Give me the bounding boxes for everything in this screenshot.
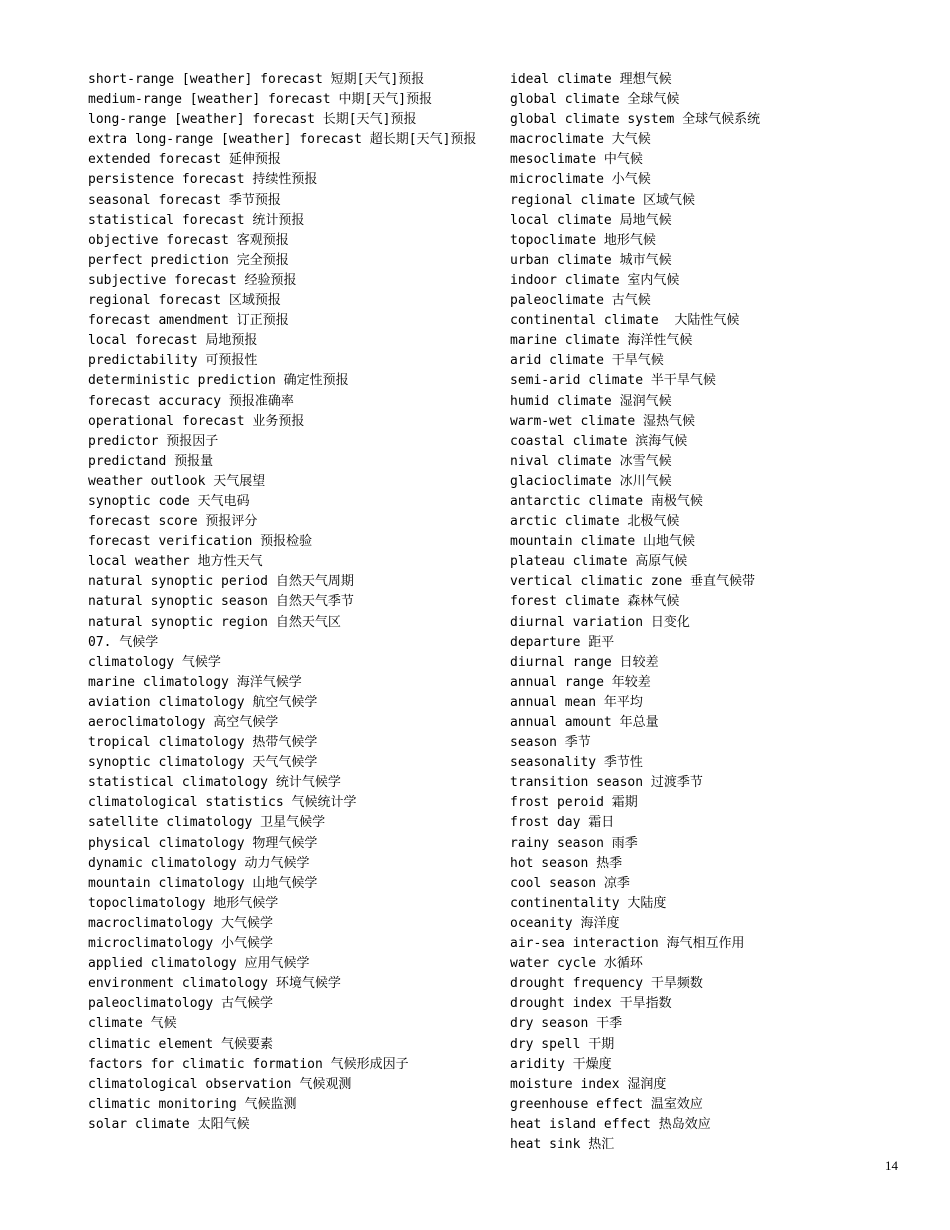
glossary-entry: continental climate 大陆性气候 xyxy=(510,313,740,329)
glossary-entry: cool season 凉季 xyxy=(510,875,630,891)
glossary-entry: dry spell 干期 xyxy=(510,1036,615,1052)
glossary-entry: seasonality 季节性 xyxy=(510,755,643,771)
glossary-entry: perfect prediction 完全预报 xyxy=(88,252,289,268)
glossary-entry: hot season 热季 xyxy=(510,855,623,871)
glossary-entry: subjective forecast 经验预报 xyxy=(88,272,297,288)
glossary-entry: marine climate 海洋性气候 xyxy=(510,333,693,349)
glossary-entry: satellite climatology 卫星气候学 xyxy=(88,815,326,831)
glossary-entry: climatic element 气候要素 xyxy=(88,1036,274,1052)
glossary-entry: natural synoptic region 自然天气区 xyxy=(88,614,341,630)
glossary-entry: aeroclimatology 高空气候学 xyxy=(88,715,279,730)
glossary-entry: statistical forecast 统计预报 xyxy=(88,212,305,228)
glossary-entry: global climate system 全球气候系统 xyxy=(510,112,761,128)
page-number: 14 xyxy=(885,1158,898,1173)
glossary-entry: tropical climatology 热带气候学 xyxy=(88,735,318,751)
glossary-entry: urban climate 城市气候 xyxy=(510,252,672,268)
glossary-entry: paleoclimate 古气候 xyxy=(510,293,651,309)
glossary-entry: departure 距平 xyxy=(510,634,615,650)
glossary-entry: glacioclimate 冰川气候 xyxy=(510,473,672,489)
glossary-entry: predictability 可预报性 xyxy=(88,353,258,369)
glossary-entry: dynamic climatology 动力气候学 xyxy=(88,855,310,871)
glossary-entry: drought index 干旱指数 xyxy=(510,996,672,1012)
glossary-entry: environment climatology 环境气候学 xyxy=(88,976,341,992)
glossary-entry: paleoclimatology 古气候学 xyxy=(88,996,274,1012)
glossary-entry: local forecast 局地预报 xyxy=(88,333,258,349)
glossary-entry: 07. 气候学 xyxy=(88,634,159,650)
glossary-entry: forecast verification 预报检验 xyxy=(88,534,313,550)
glossary-entry: frost peroid 霜期 xyxy=(510,795,638,811)
glossary-entry: regional climate 区域气候 xyxy=(510,192,696,208)
glossary-entry: climatological statistics 气候统计学 xyxy=(88,795,357,811)
glossary-entry: local weather 地方性天气 xyxy=(88,554,263,570)
glossary-entry: short-range [weather] forecast 短期[天气]预报 xyxy=(88,72,425,87)
glossary-entry: heat sink 热汇 xyxy=(510,1136,615,1152)
glossary-entry: seasonal forecast 季节预报 xyxy=(88,192,281,208)
glossary-entry: global climate 全球气候 xyxy=(510,92,680,108)
glossary-entry: continentality 大陆度 xyxy=(510,895,667,911)
glossary-entry: diurnal range 日较差 xyxy=(510,654,659,670)
glossary-entry: solar climate 太阳气候 xyxy=(88,1116,250,1132)
glossary-entry: transition season 过渡季节 xyxy=(510,775,703,791)
glossary-entry: applied climatology 应用气候学 xyxy=(88,956,310,972)
glossary-entry: factors for climatic formation 气候形成因子 xyxy=(88,1056,409,1072)
glossary-entry: medium-range [weather] forecast 中期[天气]预报 xyxy=(88,92,433,108)
glossary-entry: statistical climatology 统计气候学 xyxy=(88,775,341,791)
glossary-entry: greenhouse effect 温室效应 xyxy=(510,1096,703,1112)
glossary-entry: mountain climatology 山地气候学 xyxy=(88,875,318,891)
glossary-entry: forecast accuracy 预报准确率 xyxy=(88,393,294,409)
glossary-entry: weather outlook 天气展望 xyxy=(88,473,266,489)
glossary-entry: climatological observation 气候观测 xyxy=(88,1076,352,1092)
glossary-entry: ideal climate 理想气候 xyxy=(510,72,672,87)
glossary-entry: synoptic code 天气电码 xyxy=(88,493,250,509)
glossary-entry: forecast amendment 订正预报 xyxy=(88,313,289,329)
glossary-entry: persistence forecast 持续性预报 xyxy=(88,172,318,188)
glossary-entry: physical climatology 物理气候学 xyxy=(88,835,318,851)
glossary-entry: annual mean 年平均 xyxy=(510,694,643,710)
glossary-entry: climatic monitoring 气候监测 xyxy=(88,1096,297,1112)
glossary-entry: antarctic climate 南极气候 xyxy=(510,493,703,509)
glossary-entry: arctic climate 北极气候 xyxy=(510,514,680,530)
glossary-entry: aviation climatology 航空气候学 xyxy=(88,694,318,710)
glossary-entry: extra long-range [weather] forecast 超长期[天气]预报 xyxy=(88,132,477,148)
glossary-entry: annual range 年较差 xyxy=(510,674,651,690)
glossary-entry: synoptic climatology 天气气候学 xyxy=(88,755,318,771)
glossary-entry: season 季节 xyxy=(510,735,591,751)
glossary-entry: vertical climatic zone 垂直气候带 xyxy=(510,574,756,590)
glossary-entry: operational forecast 业务预报 xyxy=(88,413,305,429)
glossary-entry: topoclimate 地形气候 xyxy=(510,232,656,248)
glossary-entry: mountain climate 山地气候 xyxy=(510,534,696,550)
glossary-column-right xyxy=(510,70,910,1155)
glossary-entry: coastal climate 滨海气候 xyxy=(510,433,688,449)
glossary-entry: forecast score 预报评分 xyxy=(88,514,258,530)
glossary-entry: oceanity 海洋度 xyxy=(510,915,620,931)
glossary-entry: deterministic prediction 确定性预报 xyxy=(88,373,349,389)
glossary-entry: frost day 霜日 xyxy=(510,815,615,831)
glossary-entry: regional forecast 区域预报 xyxy=(88,293,281,309)
glossary-entry: extended forecast 延伸预报 xyxy=(88,152,281,168)
glossary-entry: warm-wet climate 湿热气候 xyxy=(510,413,696,429)
glossary-entry: water cycle 水循环 xyxy=(510,956,643,972)
glossary-entry: air-sea interaction 海气相互作用 xyxy=(510,936,745,952)
glossary-column-left xyxy=(88,70,488,1135)
glossary-entry: microclimatology 小气候学 xyxy=(88,936,274,952)
glossary-entry: nival climate 冰雪气候 xyxy=(510,453,672,469)
glossary-entry: objective forecast 客观预报 xyxy=(88,232,289,248)
glossary-entry: predictand 预报量 xyxy=(88,453,214,469)
glossary-entry: moisture index 湿润度 xyxy=(510,1076,667,1092)
glossary-entry: diurnal variation 日变化 xyxy=(510,614,690,630)
glossary-entry: plateau climate 高原气候 xyxy=(510,554,688,570)
glossary-entry: macroclimate 大气候 xyxy=(510,132,651,148)
glossary-entry: climate 气候 xyxy=(88,1016,177,1032)
glossary-entry: arid climate 干旱气候 xyxy=(510,353,664,369)
glossary-entry: long-range [weather] forecast 长期[天气]预报 xyxy=(88,112,417,128)
glossary-entry: dry season 干季 xyxy=(510,1016,623,1032)
glossary-entry: macroclimatology 大气候学 xyxy=(88,915,274,931)
glossary-entry: natural synoptic season 自然天气季节 xyxy=(88,594,354,610)
glossary-entry: topoclimatology 地形气候学 xyxy=(88,895,279,911)
glossary-entry: natural synoptic period 自然天气周期 xyxy=(88,574,354,590)
glossary-entry: climatology 气候学 xyxy=(88,654,221,670)
glossary-entry: humid climate 湿润气候 xyxy=(510,393,672,409)
glossary-entry: rainy season 雨季 xyxy=(510,835,638,851)
glossary-entry: aridity 干燥度 xyxy=(510,1056,612,1072)
glossary-entry: semi-arid climate 半干旱气候 xyxy=(510,373,716,389)
glossary-entry: heat island effect 热岛效应 xyxy=(510,1116,711,1132)
glossary-entry: microclimate 小气候 xyxy=(510,172,651,188)
glossary-entry: predictor 预报因子 xyxy=(88,433,219,449)
glossary-entry: marine climatology 海洋气候学 xyxy=(88,674,302,690)
glossary-entry: indoor climate 室内气候 xyxy=(510,272,680,288)
glossary-entry: local climate 局地气候 xyxy=(510,212,672,228)
glossary-entry: drought frequency 干旱频数 xyxy=(510,976,703,992)
glossary-entry: annual amount 年总量 xyxy=(510,715,659,730)
glossary-entry: forest climate 森林气候 xyxy=(510,594,680,610)
glossary-entry: mesoclimate 中气候 xyxy=(510,152,643,168)
